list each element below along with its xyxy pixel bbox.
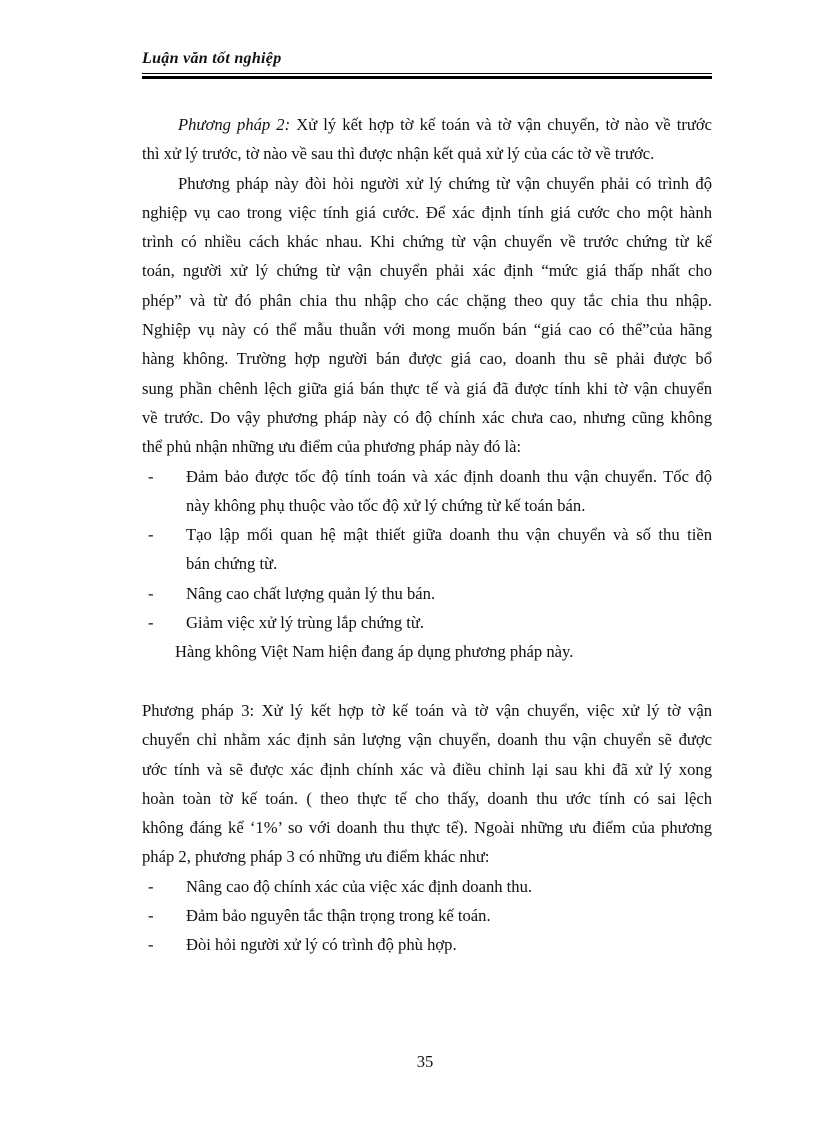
paragraph-line: trình có nhiều cách khác nhau. Khi chứng từ vận chuyển về trước chứng từ kế (142, 232, 712, 252)
paragraph-line: phép” và từ đó phân chia thu nhập cho các chặng theo quy tắc chia thu nhập. (142, 290, 712, 310)
list-item (142, 579, 712, 608)
advantages-list-method-2 (142, 462, 712, 638)
list-item-line: Đòi hỏi người xử lý có trình độ phù hợp. (186, 935, 457, 955)
paragraph-line: về trước. Do vậy phương pháp này có độ chính xác chưa cao, nhưng cũng không (142, 407, 712, 427)
list-item-line: Tạo lập mối quan hệ mật thiết giữa doanh thu vận chuyển và số thu tiền (186, 525, 712, 545)
running-header: Luận văn tốt nghiệp (142, 50, 282, 67)
paragraph-line: sung phần chênh lệch giữa giá bán thực tế và giá đã được tính khi tờ vận chuyển (142, 378, 712, 398)
paragraph-line: Phương pháp 2: Xử lý kết hợp tờ kế toán và tờ vận chuyển, tờ nào về trước (178, 115, 712, 134)
list-item-line: Nâng cao độ chính xác của việc xác định doanh thu. (186, 876, 533, 896)
bullet-dash: - (148, 466, 154, 486)
list-item (142, 520, 712, 579)
advantages-list-method-3 (142, 872, 712, 960)
header-rule-thick (142, 76, 712, 79)
bullet-dash: - (148, 906, 154, 926)
paragraph-line: hàng không. Trường hợp người bán được giá cao, doanh thu sẽ phải được bổ (142, 349, 712, 369)
bullet-dash: - (148, 876, 154, 896)
paragraph-line: thì xử lý trước, tờ nào về sau thì được nhận kết quả xử lý của các tờ về trước. (142, 144, 655, 164)
note-line: Hàng không Việt Nam hiện đang áp dụng phương pháp này. (175, 642, 574, 662)
list-item-line: Đảm bảo được tốc độ tính toán và xác định doanh thu vận chuyển. Tốc độ (186, 466, 712, 486)
list-item-line: Đảm bảo nguyên tắc thận trọng trong kế toán. (186, 906, 491, 926)
paragraph-method-3 (142, 696, 712, 872)
bullet-dash: - (148, 583, 154, 603)
paragraph-line: chuyển chỉ nhằm xác định sản lượng vận chuyển, doanh thu vận chuyển sẽ được (142, 730, 712, 750)
header-rule-thin (142, 73, 712, 74)
list-item-line: Nâng cao chất lượng quản lý thu bán. (186, 583, 436, 603)
blank-line (142, 667, 712, 696)
paragraph-line: pháp 2, phương pháp 3 có những ưu điểm khác như: (142, 847, 490, 867)
list-item (142, 608, 712, 637)
paragraph-line: Phương pháp này đòi hỏi người xử lý chứng từ vận chuyển phải có trình độ (178, 173, 712, 193)
paragraph-line: Phương pháp 3: Xử lý kết hợp tờ kế toán và tờ vận chuyển, việc xử lý tờ vận (142, 700, 712, 720)
list-item (142, 462, 712, 521)
list-item-line: Giảm việc xử lý trùng lắp chứng từ. (186, 613, 425, 633)
list-item (142, 872, 712, 901)
paragraph-line: Nghiệp vụ này có thể mẫu thuẫn với mong muốn bán “giá cao có thể”của hãng (142, 320, 712, 340)
paragraph-line: hoàn toàn tờ kế toán. ( theo thực tế cho thấy, doanh thu ước tính có sai lệch (142, 788, 712, 808)
bullet-dash: - (148, 613, 154, 633)
list-item-line: này không phụ thuộc vào tốc độ xử lý chứng từ kế toán bán. (186, 495, 586, 515)
paragraph-line: không đáng kể ‘1%’ so với doanh thu thực tế). Ngoài những ưu điểm của phương (142, 818, 712, 838)
bullet-dash: - (148, 935, 154, 955)
paragraph-line: nghiệp vụ cao trong việc tính giá cước. Để xác định tính giá cước cho một hành (142, 202, 712, 222)
page-number: 35 (416, 1052, 434, 1071)
paragraph-method-2-detail (142, 169, 712, 462)
list-item (142, 930, 712, 959)
paragraph-line: toán, người xử lý chứng từ vận chuyển phải xác định “mức giá thấp nhất cho (142, 261, 712, 281)
bullet-dash: - (148, 525, 154, 545)
page-body (142, 110, 712, 960)
list-item (142, 901, 712, 930)
method-2-label: Phương pháp 2: (178, 115, 291, 134)
paragraph-line: thể phủ nhận những ưu điểm của phương pháp này đó là: (142, 437, 522, 457)
list-item-line: bán chứng từ. (186, 554, 278, 574)
paragraph-line: ước tính và sẽ được xác định chính xác và điều chỉnh lại sau khi đã xử lý xong (142, 759, 712, 779)
